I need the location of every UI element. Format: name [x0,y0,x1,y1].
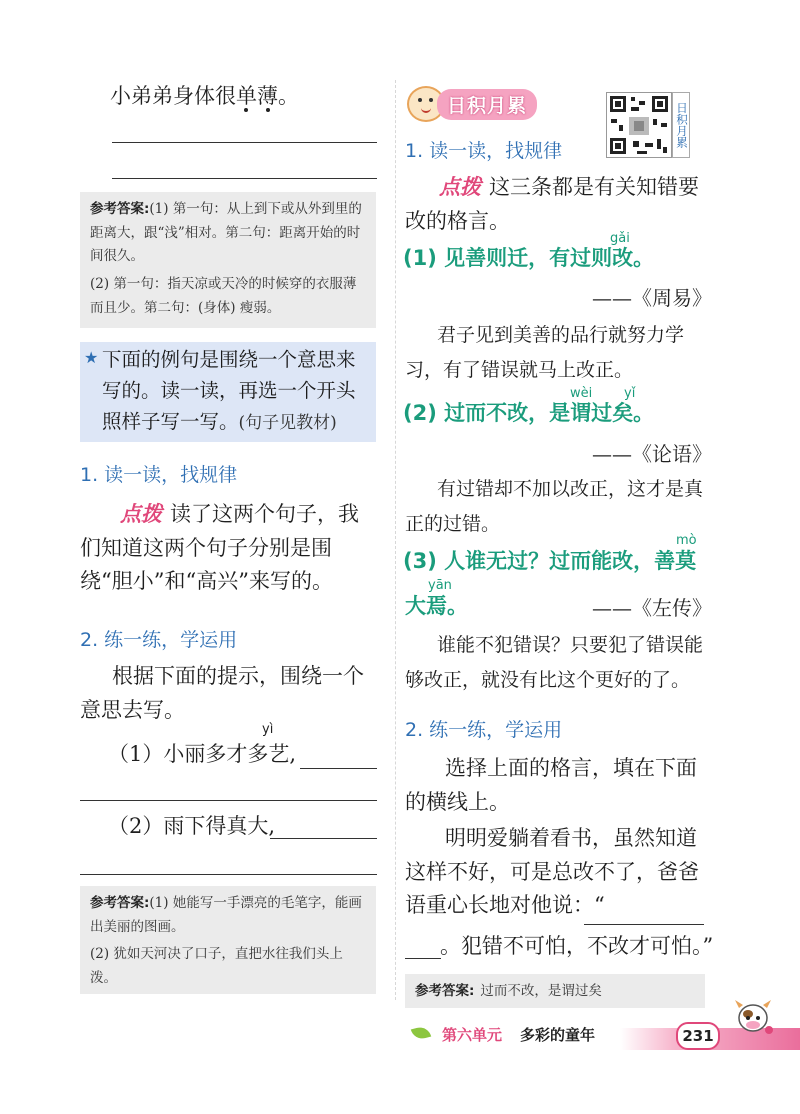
question-1: （1）小丽多才多艺, [108,742,297,766]
task-note: (句子见教材) [238,413,337,434]
answer-box [80,192,376,328]
star-icon: ★ [84,348,99,367]
answer-text: (2) 第一句：指天凉或天冷的时候穿的衣服薄而且少。第二句：(身体) 瘦弱。 [90,275,357,316]
maxim-2: (2) 过而不改，是谓过矣。 [403,401,655,425]
exercise-intro: 根据下面的提示，围绕一个意思去写。 [80,664,364,722]
banner [405,84,550,122]
pinyin: yì [262,722,274,737]
maxim-explanation: 君子见到美善的品行就努力学习，有了错误就马上改正。 [405,324,685,382]
answer-line[interactable] [270,838,377,839]
exercise-intro: 选择上面的格言，填在下面的横线上。 [405,756,697,814]
banner-title: 日积月累 [437,89,537,120]
task-line: 写的。读一读，再选一个开头 [102,379,356,403]
maxim-explanation: 谁能不犯错误？只要犯了错误能够改正，就没有比这个更好的了。 [405,634,704,692]
maxim-1: (1) 见善则迁，有过则改。 [403,246,655,270]
dianbo-text: 读了这两个句子，我们知道这两个句子分别是围绕“胆小”和“高兴”来写的。 [80,502,359,594]
answer-text: 过而不改，是谓过矣 [480,983,602,999]
answer-line[interactable] [584,924,704,925]
answer-label: 参考答案: [90,895,150,911]
dianbo-label: 点拨 [120,501,162,526]
pinyin: yǐ [624,386,636,401]
section-heading: 1. 读一读，找规律 [405,140,563,162]
dianbo-paragraph [405,170,705,238]
answer-box [405,974,705,1008]
answer-label: 参考答案: [415,983,475,999]
dianbo-text: 这三条都是有关知错要改的格言。 [405,175,699,233]
maxim-source: ——《周易》 [592,286,712,310]
pinyin: gǎi [610,231,630,246]
question-2: （2）雨下得真大, [108,814,276,838]
dianbo-paragraph [80,497,378,599]
maxim-explanation: 有过错却不加以改正，这才是真正的过错。 [405,478,704,536]
section-heading: 1. 读一读，找规律 [80,464,238,486]
left-top-sentence: 小弟弟身体很单薄。 [110,84,299,108]
qr-code-icon[interactable] [606,92,672,158]
answer-text: (1) 第一句：从上到下或从外到里的距离大，跟“浅”相对。第二句：距离开始的时间很久。 [90,201,362,265]
section-heading: 2. 练一练，学运用 [80,629,238,651]
answer-line[interactable] [405,958,441,959]
footer-unit: 第六单元 [442,1026,503,1044]
pinyin: wèi [570,386,593,401]
leaf-icon [411,1025,431,1041]
answer-box [80,886,376,994]
answer-line[interactable] [112,142,377,143]
dianbo-label: 点拨 [439,174,481,199]
answer-line[interactable] [80,800,377,801]
cow-mascot-icon [730,994,776,1038]
emphasis-dots [244,108,284,114]
column-divider [395,80,396,1000]
maxim-3-cont: 大焉。 [405,594,468,618]
page-number: 231 [676,1022,720,1050]
qr-label-text: 日积月累 [675,102,689,148]
answer-line[interactable] [112,178,377,179]
qr-label [672,92,690,158]
exercise-text: 明明爱躺着看书，虽然知道这样不好，可是总改不了，爸爸语重心长地对他说：“ [405,826,699,918]
pinyin: yān [428,578,452,593]
maxim-source: ——《论语》 [592,442,712,466]
answer-label: 参考答案: [90,201,150,217]
exercise-tail: 。犯错不可怕，不改才可怕。” [440,934,714,958]
task-box [80,342,376,442]
maxim-3: (3) 人谁无过？过而能改，善莫 [403,549,697,573]
answer-text: (2) 犹如天河决了口子，直把水往我们头上泼。 [90,946,343,986]
maxim-source: ——《左传》 [592,596,712,620]
section-heading: 2. 练一练，学运用 [405,719,563,741]
footer-title: 多彩的童年 [520,1026,596,1044]
answer-text: (1) 她能写一手漂亮的毛笔字，能画出美丽的图画。 [90,895,362,935]
answer-line[interactable] [80,874,377,875]
answer-line[interactable] [300,768,377,769]
task-line: 照样子写一写。 [102,410,239,434]
task-line: 下面的例句是围绕一个意思来 [102,348,356,371]
pinyin: mò [676,533,697,548]
